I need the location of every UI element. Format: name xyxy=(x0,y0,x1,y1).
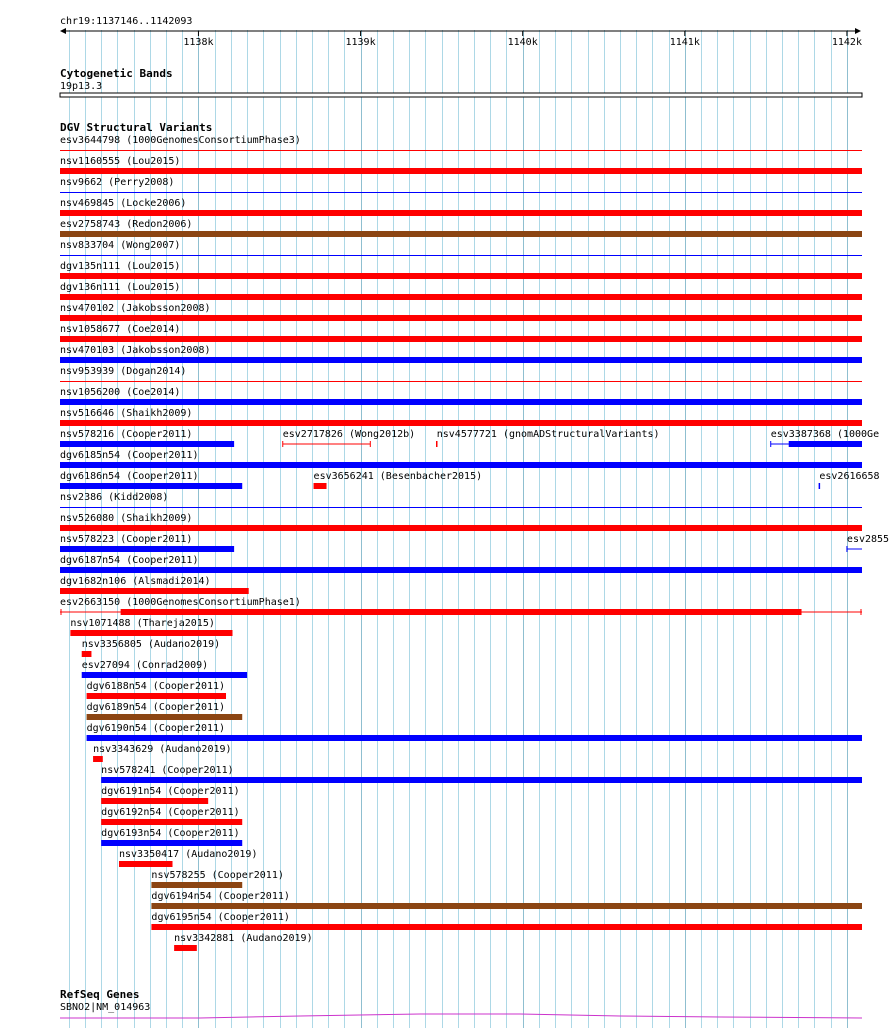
sv-feature-bar[interactable] xyxy=(60,567,862,573)
sv-feature-bar[interactable] xyxy=(60,315,862,321)
sv-feature[interactable] xyxy=(60,366,862,382)
sv-feature-bar[interactable] xyxy=(101,840,242,846)
sv-feature-label: nsv1071488 (Thareja2015) xyxy=(70,618,215,629)
sv-feature-thick xyxy=(789,441,862,447)
sv-feature-bar[interactable] xyxy=(174,945,197,951)
sv-feature[interactable] xyxy=(82,660,247,678)
sv-feature-label: nsv469845 (Locke2006) xyxy=(60,198,187,209)
sv-feature[interactable] xyxy=(60,450,862,468)
sv-feature-bar[interactable] xyxy=(93,756,103,762)
sv-feature-label: esv3387368 (1000Ge xyxy=(770,429,880,440)
sv-feature[interactable] xyxy=(151,870,283,888)
sv-feature-label: nsv470102 (Jakobsson2008) xyxy=(60,303,211,314)
sv-feature-bar[interactable] xyxy=(82,672,247,678)
sv-feature-bar[interactable] xyxy=(87,693,226,699)
sv-feature-label: nsv833704 (Wong2007) xyxy=(60,240,181,251)
sv-feature-bar[interactable] xyxy=(60,273,862,279)
sv-feature[interactable] xyxy=(60,177,862,193)
sv-feature[interactable] xyxy=(60,135,862,151)
sv-feature-label: nsv578241 (Cooper2011) xyxy=(101,765,234,776)
sv-feature-bar[interactable] xyxy=(60,525,862,531)
sv-feature[interactable] xyxy=(60,198,862,216)
sv-feature-label: nsv953939 (Dogan2014) xyxy=(60,366,187,377)
sv-feature[interactable] xyxy=(87,702,243,720)
sv-feature[interactable] xyxy=(101,765,862,783)
sv-feature[interactable] xyxy=(60,261,862,279)
sv-feature[interactable] xyxy=(314,471,483,489)
sv-feature-bar[interactable] xyxy=(87,735,862,741)
sv-feature[interactable] xyxy=(60,513,862,531)
sv-feature-bar[interactable] xyxy=(60,399,862,405)
sv-feature-bar[interactable] xyxy=(70,630,232,636)
sv-feature-label: esv2717826 (Wong2012b) xyxy=(282,429,416,440)
track-title-refseq: RefSeq Genes xyxy=(60,988,140,1001)
sv-feature-label: esv2616658 xyxy=(819,471,880,482)
sv-feature-label: nsv1058677 (Coe2014) xyxy=(60,324,181,335)
sv-feature-label: nsv3343629 (Audano2019) xyxy=(93,744,232,755)
sv-feature-label: nsv526080 (Shaikh2009) xyxy=(60,513,193,524)
sv-feature[interactable] xyxy=(60,282,862,300)
sv-feature-label: esv2663150 (1000GenomesConsortiumPhase1) xyxy=(60,597,301,608)
track-title-dgv: DGV Structural Variants xyxy=(60,121,213,134)
sv-feature-label: nsv1056200 (Coe2014) xyxy=(60,387,181,398)
sv-feature-label: nsv3342881 (Audano2019) xyxy=(174,933,313,944)
sv-feature[interactable] xyxy=(771,429,879,447)
sv-feature-bar[interactable] xyxy=(82,651,92,657)
sv-feature[interactable] xyxy=(119,849,257,867)
sv-feature-label: dgv1682n106 (Alsmadi2014) xyxy=(60,576,211,587)
sv-feature-bar[interactable] xyxy=(314,483,327,489)
cytoband-label: 19p13.3 xyxy=(60,81,103,92)
sv-feature-bar[interactable] xyxy=(60,357,862,363)
sv-feature-label: dgv6186n54 (Cooper2011) xyxy=(60,471,199,482)
sv-feature[interactable] xyxy=(60,534,234,552)
track-title-cytoband: Cytogenetic Bands xyxy=(60,67,173,80)
sv-feature[interactable] xyxy=(60,471,242,489)
sv-feature-label: dgv6188n54 (Cooper2011) xyxy=(86,681,226,692)
sv-feature-bar[interactable] xyxy=(60,231,862,237)
sv-feature-bar[interactable] xyxy=(60,210,862,216)
sv-feature[interactable] xyxy=(60,219,862,237)
sv-feature-label: nsv578223 (Cooper2011) xyxy=(60,534,193,545)
sv-feature-label: nsv516646 (Shaikh2009) xyxy=(60,408,193,419)
sv-feature-label: nsv3356805 (Audano2019) xyxy=(81,639,221,650)
sv-feature-label: esv2758743 (Redon2006) xyxy=(60,219,193,230)
sv-feature-label: dgv6193n54 (Cooper2011) xyxy=(101,828,240,839)
sv-feature-label: dgv6185n54 (Cooper2011) xyxy=(60,450,199,461)
sv-feature[interactable] xyxy=(60,240,862,256)
sv-feature-bar[interactable] xyxy=(151,882,242,888)
sv-feature-bar[interactable] xyxy=(101,819,242,825)
sv-feature[interactable] xyxy=(174,933,312,951)
sv-feature-label: nsv470103 (Jakobsson2008) xyxy=(60,345,211,356)
sv-feature-label: esv27094 (Conrad2009) xyxy=(81,660,209,671)
sv-feature[interactable] xyxy=(70,618,232,636)
sv-feature-label: nsv578255 (Cooper2011) xyxy=(151,870,284,881)
sv-feature-label: dgv6189n54 (Cooper2011) xyxy=(86,702,226,713)
sv-feature[interactable] xyxy=(60,408,862,426)
sv-feature[interactable] xyxy=(60,597,862,615)
sv-feature-label: dgv136n111 (Lou2015) xyxy=(60,282,181,293)
sv-feature-label: nsv1160555 (Lou2015) xyxy=(60,156,181,167)
sv-feature-bar[interactable] xyxy=(60,420,862,426)
sv-feature[interactable] xyxy=(60,303,862,321)
sv-feature[interactable] xyxy=(60,555,862,573)
gene-model[interactable] xyxy=(60,1014,862,1018)
sv-feature[interactable] xyxy=(60,492,862,508)
sv-feature-bar[interactable] xyxy=(151,924,862,930)
sv-feature-label: nsv4577721 (gnomADStructuralVariants) xyxy=(436,429,660,440)
sv-feature-label: esv3644798 (1000GenomesConsortiumPhase3) xyxy=(60,135,301,146)
ruler-tick-label: 1142k xyxy=(831,37,862,48)
ruler-tick-label: 1140k xyxy=(507,37,538,48)
sv-feature-bar[interactable] xyxy=(60,483,242,489)
sv-feature-thick xyxy=(121,609,802,615)
ruler-tick-label: 1141k xyxy=(669,37,700,48)
sv-feature-label: dgv6191n54 (Cooper2011) xyxy=(101,786,240,797)
ruler-ticks xyxy=(183,31,862,48)
sv-feature[interactable] xyxy=(819,471,879,489)
sv-feature-bar[interactable] xyxy=(60,588,249,594)
sv-feature[interactable] xyxy=(101,828,242,846)
sv-feature-bar[interactable] xyxy=(60,546,234,552)
sv-feature[interactable] xyxy=(60,156,862,174)
sv-feature-label: dgv135n111 (Lou2015) xyxy=(60,261,181,272)
sv-feature-bar[interactable] xyxy=(101,798,208,804)
sv-feature-label: nsv3350417 (Audano2019) xyxy=(119,849,258,860)
sv-feature-bar[interactable] xyxy=(60,441,234,447)
sv-feature-bar[interactable] xyxy=(151,903,862,909)
sv-feature[interactable] xyxy=(101,786,239,804)
sv-feature[interactable] xyxy=(847,534,889,552)
cytoband-track xyxy=(60,67,862,97)
sv-feature[interactable] xyxy=(437,429,660,447)
sv-feature[interactable] xyxy=(60,324,862,342)
sv-feature-label: dgv6187n54 (Cooper2011) xyxy=(60,555,199,566)
sv-feature-label: esv3656241 (Besenbacher2015) xyxy=(313,471,483,482)
sv-feature-label: nsv9662 (Perry2008) xyxy=(60,177,175,188)
ruler-track xyxy=(60,16,862,48)
sv-feature-bar[interactable] xyxy=(119,861,172,867)
sv-feature-bar[interactable] xyxy=(60,168,862,174)
position-label: chr19:1137146..1142093 xyxy=(60,16,193,27)
sv-feature[interactable] xyxy=(93,744,231,762)
gene-label: SBNO2|NM_014963 xyxy=(60,1002,151,1013)
sv-feature-label: nsv578216 (Cooper2011) xyxy=(60,429,193,440)
sv-feature[interactable] xyxy=(60,345,862,363)
sv-feature[interactable] xyxy=(101,807,242,825)
sv-feature-label: dgv6192n54 (Cooper2011) xyxy=(101,807,240,818)
ruler-right-arrow xyxy=(855,28,861,34)
sv-feature-label: nsv2386 (Kidd2008) xyxy=(60,492,169,503)
sv-feature-label: dgv6195n54 (Cooper2011) xyxy=(151,912,290,923)
sv-feature[interactable] xyxy=(60,429,234,447)
ruler-left-arrow xyxy=(60,28,66,34)
sv-feature-label: dgv6194n54 (Cooper2011) xyxy=(151,891,290,902)
refseq-track xyxy=(60,988,862,1018)
sv-feature[interactable] xyxy=(60,387,862,405)
sv-feature-label: esv2855 xyxy=(846,534,890,545)
ruler-tick-label: 1138k xyxy=(183,37,214,48)
sv-feature-bar[interactable] xyxy=(87,714,243,720)
sv-feature[interactable] xyxy=(87,681,226,699)
sv-feature-bar[interactable] xyxy=(60,462,862,468)
sv-feature[interactable] xyxy=(60,576,249,594)
cytoband-bar[interactable] xyxy=(60,93,862,97)
ruler-tick-label: 1139k xyxy=(345,37,376,48)
sv-feature-bar[interactable] xyxy=(60,336,862,342)
sv-feature[interactable] xyxy=(283,429,415,447)
sv-feature-bar[interactable] xyxy=(101,777,862,783)
sv-feature-bar[interactable] xyxy=(60,294,862,300)
sv-feature-label: dgv6190n54 (Cooper2011) xyxy=(86,723,226,734)
